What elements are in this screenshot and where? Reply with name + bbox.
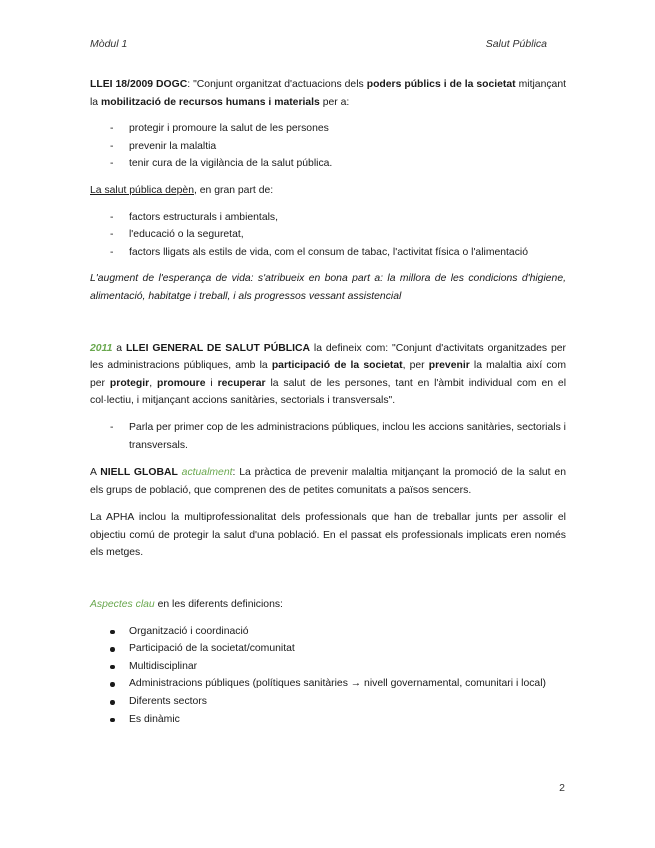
text: : "Conjunt organitzat d'actuacions dels <box>187 79 367 90</box>
list-item: - Parla per primer cop de les administracions públiques, inclou les accions sanitàries, sectorials i transversals. <box>110 421 566 451</box>
list-item-text: l'educació o la seguretat, <box>129 229 244 241</box>
text: A <box>90 467 101 479</box>
purposes-list <box>90 120 566 173</box>
list-item-text: Administracions públiques (polítiques sanitàries → nivell governamental, comunitari i local) <box>129 678 546 690</box>
list-item <box>90 623 566 641</box>
factors-list <box>90 209 566 262</box>
text: , en gran part de: <box>194 184 274 196</box>
page-number: 2 <box>559 782 565 794</box>
list-item <box>90 693 566 711</box>
list-item-text: Diferents sectors <box>129 696 207 708</box>
bold-text: poders públics i de la societat <box>366 79 516 90</box>
list-item-text: factors estructurals i ambientals, <box>129 211 278 223</box>
bold-text: NIELL GLOBAL <box>100 467 178 479</box>
list-item: - factors estructurals i ambientals, <box>110 211 278 223</box>
paragraph-life-expectancy: L'augment de l'esperança de vida: s'atribueix en bona part a: la millora de les condicions d'higiene, alimentació, habitatge i treball, i als progressos vessant assistencial <box>90 273 566 302</box>
list-item <box>90 675 566 693</box>
text: mitjançant la <box>90 79 566 108</box>
law-2009-title: LLEI 18/2009 DOGC <box>90 79 188 90</box>
page-content <box>90 76 566 728</box>
paragraph-depends <box>90 182 566 200</box>
key-aspects-list <box>90 623 566 729</box>
text: i <box>205 377 218 389</box>
text: , per <box>402 360 429 372</box>
header-left: Mòdul 1 <box>90 38 128 50</box>
list-item-text: Multidisciplinar <box>129 660 198 672</box>
bold-text: participació de la societat <box>271 360 403 372</box>
list-item <box>90 658 566 676</box>
list-item <box>90 640 566 658</box>
green-highlight: actualment <box>177 467 233 479</box>
paragraph-llei-2011 <box>90 340 566 410</box>
text: en les diferents definicions: <box>154 599 283 611</box>
bold-text: mobilització de recursos humans i materials <box>100 96 320 108</box>
list-item: - protegir i promoure la salut de les persones <box>110 123 329 135</box>
year-highlight: 2011 <box>90 342 113 354</box>
list-item-text: Parla per primer cop de les administracions públiques, inclou les accions sanitàries, sectorials i transversals. <box>129 421 566 451</box>
list-item-text: Organització i coordinació <box>129 625 249 637</box>
underlined-text: La salut pública depèn <box>90 184 194 196</box>
list-item-text: Participació de la societat/comunitat <box>129 643 295 655</box>
first-time-list <box>90 419 566 454</box>
list-item <box>90 711 566 729</box>
paragraph-llei-2009 <box>90 76 566 111</box>
text: la salut de les persones, tant en l'àmbit individual com en el col·lectiu, i mitjançant accions sanitàries, sectorials i transversals". <box>90 377 567 407</box>
bold-text: promoure <box>156 377 206 389</box>
list-item-text: Es dinàmic <box>129 713 180 725</box>
text: a <box>112 342 126 354</box>
bold-text: protegir <box>109 377 150 389</box>
text: la malaltia així com per <box>90 360 566 389</box>
list-item-text: prevenir la malaltia <box>129 140 217 152</box>
green-highlight: Aspectes clau <box>90 599 155 611</box>
text: la defineix com: "Conjunt d'activitats organitzades per les administracions públiques, amb la <box>90 342 566 372</box>
list-item-text: factors lligats als estils de vida, com el consum de tabac, l'activitat física o l'alimentació <box>129 246 528 258</box>
bold-text: prevenir <box>428 360 470 372</box>
text: : La pràctica de prevenir malaltia mitjançant la promoció de la salut en els grups de població, que comprenen des de petites comunitats a països sencers. <box>90 467 566 496</box>
list-item: - prevenir la malaltia <box>110 140 217 152</box>
list-item: - factors lligats als estils de vida, com el consum de tabac, l'activitat física o l'alimentació <box>110 246 528 258</box>
text: , <box>149 377 157 389</box>
list-item-text: tenir cura de la vigilància de la salut pública. <box>129 158 333 170</box>
bold-text: recuperar <box>217 377 266 389</box>
text: per a: <box>319 96 350 108</box>
list-item: - l'educació o la seguretat, <box>110 229 244 241</box>
list-item-text: protegir i promoure la salut de les persones <box>129 123 329 135</box>
paragraph-key-aspects <box>90 596 566 614</box>
list-item: - tenir cura de la vigilància de la salut pública. <box>110 158 333 170</box>
paragraph-global-level <box>90 464 566 499</box>
paragraph-apha: La APHA inclou la multiprofessionalitat dels professionals que han de treballar junts per assolir el objectiu comú de protegir la salut d'una població. En el passat els professionals implicats eren només els metges. <box>90 512 566 559</box>
header-right: Salut Pública <box>485 38 547 50</box>
law-2011-title: LLEI GENERAL DE SALUT PÚBLICA <box>125 342 310 354</box>
